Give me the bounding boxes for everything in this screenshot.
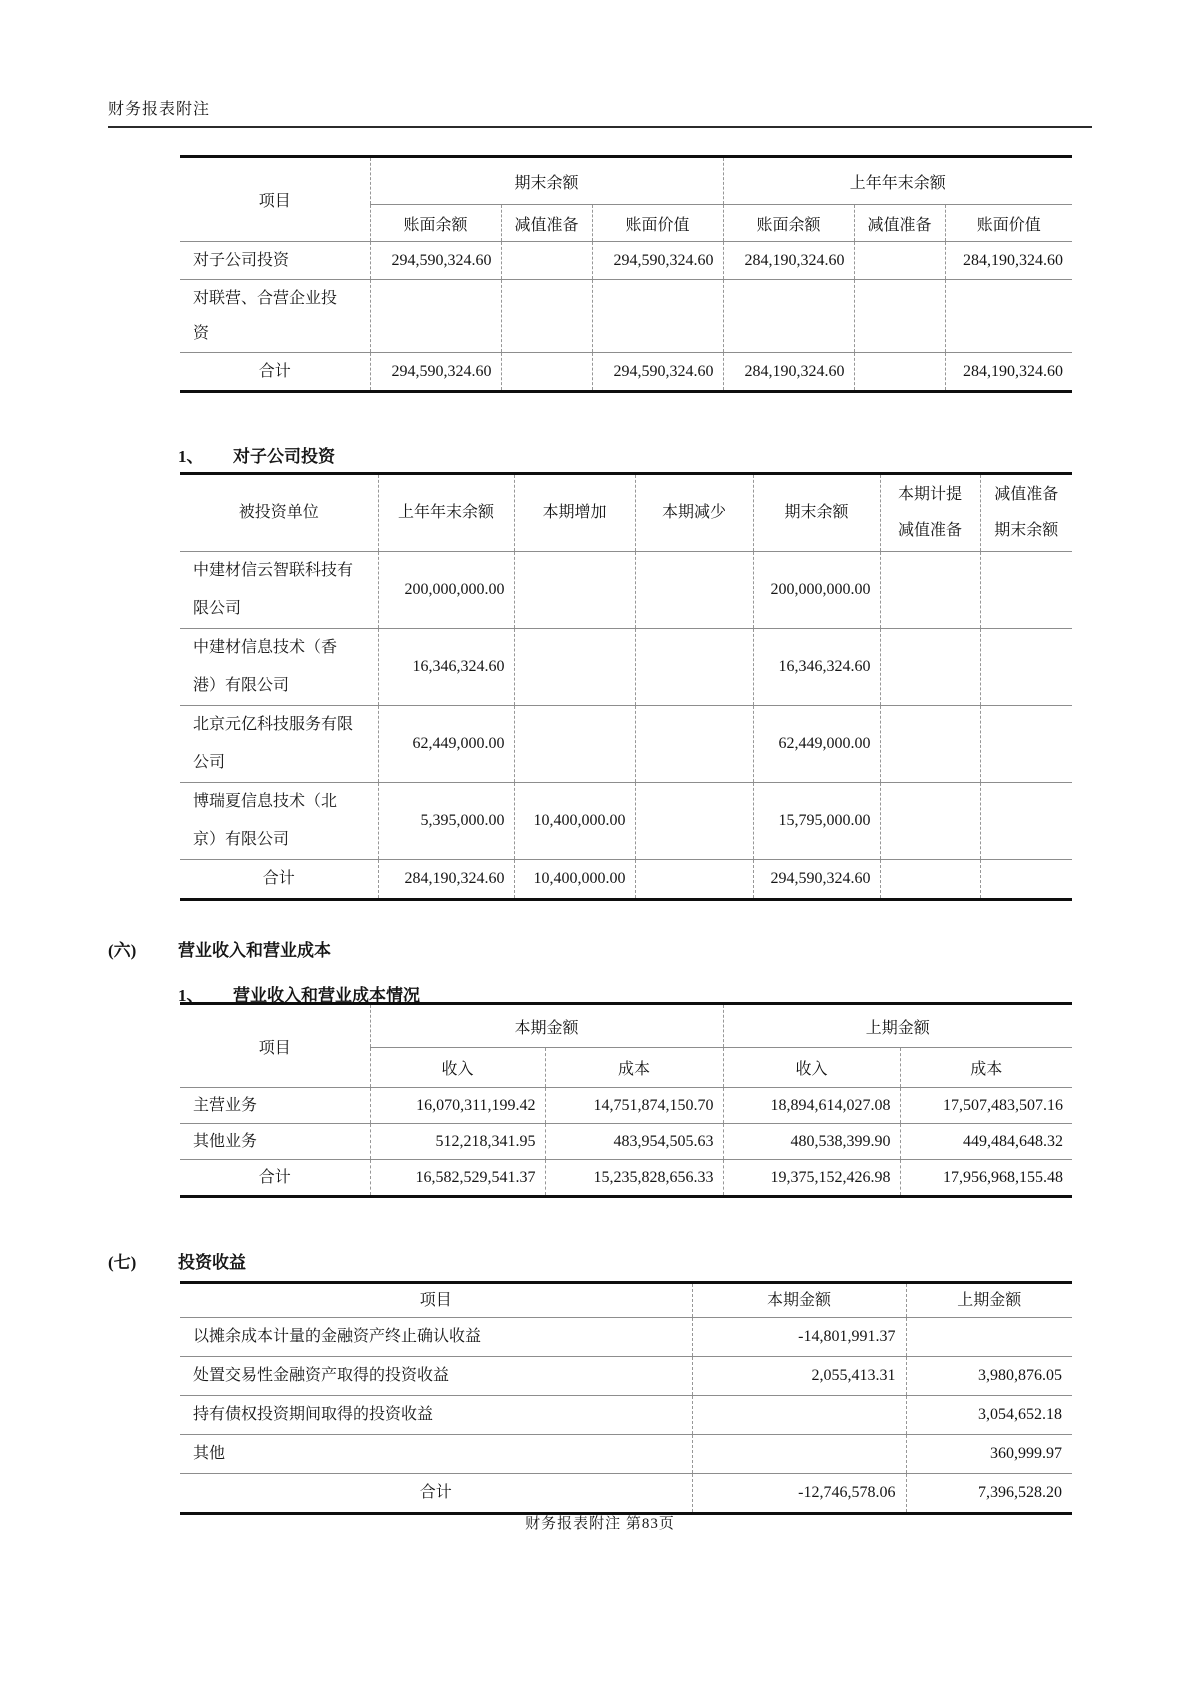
section-title: 投资收益 <box>178 1253 246 1272</box>
cell-value <box>980 706 1072 783</box>
total-row <box>180 860 1072 900</box>
cell-value <box>880 706 980 783</box>
cell-value: -14,801,991.37 <box>692 1318 906 1357</box>
cell-value: 10,400,000.00 <box>514 783 635 860</box>
table-row <box>180 552 1072 629</box>
cell-value: 2,055,413.31 <box>692 1357 906 1396</box>
section-title: 营业收入和营业成本情况 <box>233 986 420 1005</box>
cell-value <box>692 1435 906 1474</box>
col-header-book-balance: 账面余额 <box>723 205 854 242</box>
cell-value <box>370 280 501 353</box>
cell-value <box>906 1318 1072 1357</box>
total-label: 合计 <box>180 1160 370 1197</box>
cell-value: 284,190,324.60 <box>945 353 1072 392</box>
cell-value <box>945 280 1072 353</box>
cell-value: 3,054,652.18 <box>906 1396 1072 1435</box>
total-label: 合计 <box>180 353 370 392</box>
investment-income-table <box>180 1281 1072 1515</box>
cell-value: 200,000,000.00 <box>378 552 514 629</box>
table-row <box>180 629 1072 706</box>
cell-value <box>501 280 592 353</box>
section-title: 对子公司投资 <box>233 447 335 466</box>
col-header-item: 项目 <box>180 1283 692 1318</box>
total-row <box>180 353 1072 392</box>
col-header-income: 收入 <box>370 1048 545 1088</box>
table-row <box>180 242 1072 280</box>
revenue-cost-table <box>180 1002 1072 1198</box>
cell-value: 5,395,000.00 <box>378 783 514 860</box>
col-group-prior-period: 上期金额 <box>723 1004 1072 1048</box>
cell-value <box>501 242 592 280</box>
cell-value: 7,396,528.20 <box>906 1474 1072 1514</box>
section-number: (七) <box>108 1253 137 1272</box>
page-header-title: 财务报表附注 <box>108 101 211 118</box>
long-term-investment-summary-table <box>180 155 1072 393</box>
section-number: (六) <box>108 941 137 960</box>
col-header-cost: 成本 <box>545 1048 723 1088</box>
header-row <box>180 1004 1072 1048</box>
col-header-item: 项目 <box>180 157 370 242</box>
cell-value: 449,484,648.32 <box>900 1124 1072 1160</box>
cell-value <box>980 783 1072 860</box>
col-header-prior-period: 上期金额 <box>906 1283 1072 1318</box>
section-heading-subsidiary <box>178 442 335 467</box>
cell-value: 14,751,874,150.70 <box>545 1088 723 1124</box>
section-number: 1、 <box>178 986 204 1005</box>
section-heading-investment-income <box>108 1248 246 1273</box>
cell-value <box>880 629 980 706</box>
row-label: 主营业务 <box>180 1088 370 1124</box>
col-header-cost: 成本 <box>900 1048 1072 1088</box>
cell-value: 16,070,311,199.42 <box>370 1088 545 1124</box>
row-label: 对联营、合营企业投资 <box>180 280 370 353</box>
row-label: 持有债权投资期间取得的投资收益 <box>180 1396 692 1435</box>
total-label: 合计 <box>180 1474 692 1514</box>
cell-value: 62,449,000.00 <box>753 706 880 783</box>
cell-value <box>635 629 753 706</box>
table-row <box>180 1357 1072 1396</box>
col-header-investee: 被投资单位 <box>180 474 378 552</box>
col-header-current-period: 本期金额 <box>692 1283 906 1318</box>
col-header-prior-balance: 上年年末余额 <box>378 474 514 552</box>
investee-name: 博瑞夏信息技术（北京）有限公司 <box>180 783 378 860</box>
col-header-impairment: 减值准备 <box>501 205 592 242</box>
page-footer <box>108 1512 1092 1533</box>
cell-value: 200,000,000.00 <box>753 552 880 629</box>
cell-value: 16,346,324.60 <box>378 629 514 706</box>
total-label: 合计 <box>180 860 378 900</box>
row-label: 以摊余成本计量的金融资产终止确认收益 <box>180 1318 692 1357</box>
cell-value: 15,795,000.00 <box>753 783 880 860</box>
col-group-prior-year-balance: 上年年末余额 <box>723 157 1072 205</box>
cell-value: 294,590,324.60 <box>370 242 501 280</box>
cell-value <box>635 706 753 783</box>
cell-value <box>723 280 854 353</box>
cell-value <box>501 353 592 392</box>
cell-value: 16,346,324.60 <box>753 629 880 706</box>
cell-value: 294,590,324.60 <box>753 860 880 900</box>
cell-value <box>854 242 945 280</box>
row-label: 对子公司投资 <box>180 242 370 280</box>
cell-value: 480,538,399.90 <box>723 1124 900 1160</box>
row-label: 其他业务 <box>180 1124 370 1160</box>
cell-value <box>854 353 945 392</box>
page-footer-text: 财务报表附注 第83页 <box>525 1516 675 1532</box>
cell-value: 284,190,324.60 <box>723 242 854 280</box>
table-row <box>180 1124 1072 1160</box>
cell-value <box>514 629 635 706</box>
section-title: 营业收入和营业成本 <box>178 941 331 960</box>
col-header-provision-current: 本期计提 减值准备 <box>880 474 980 552</box>
table-row <box>180 783 1072 860</box>
cell-value <box>692 1396 906 1435</box>
cell-value <box>514 552 635 629</box>
cell-value: 16,582,529,541.37 <box>370 1160 545 1197</box>
table-row <box>180 1396 1072 1435</box>
total-row <box>180 1160 1072 1197</box>
cell-value: 284,190,324.60 <box>945 242 1072 280</box>
header-row <box>180 157 1072 205</box>
cell-value: 3,980,876.05 <box>906 1357 1072 1396</box>
cell-value: 512,218,341.95 <box>370 1124 545 1160</box>
cell-value <box>980 860 1072 900</box>
col-header-book-value: 账面价值 <box>945 205 1072 242</box>
col-group-ending-balance: 期末余额 <box>370 157 723 205</box>
cell-value: 10,400,000.00 <box>514 860 635 900</box>
cell-value <box>635 860 753 900</box>
col-group-current-period: 本期金额 <box>370 1004 723 1048</box>
cell-value: 284,190,324.60 <box>378 860 514 900</box>
cell-value <box>635 783 753 860</box>
cell-value: 17,507,483,507.16 <box>900 1088 1072 1124</box>
investee-name: 中建材信云智联科技有限公司 <box>180 552 378 629</box>
cell-value <box>880 860 980 900</box>
table-row <box>180 1088 1072 1124</box>
col-header-provision-ending: 减值准备 期末余额 <box>980 474 1072 552</box>
table-row <box>180 280 1072 353</box>
cell-value: 483,954,505.63 <box>545 1124 723 1160</box>
cell-value: 19,375,152,426.98 <box>723 1160 900 1197</box>
cell-value: 17,956,968,155.48 <box>900 1160 1072 1197</box>
col-header-book-balance: 账面余额 <box>370 205 501 242</box>
table-row <box>180 1435 1072 1474</box>
page-header <box>108 96 1092 128</box>
cell-value: 62,449,000.00 <box>378 706 514 783</box>
cell-value: 294,590,324.60 <box>592 242 723 280</box>
cell-value <box>980 629 1072 706</box>
row-label: 处置交易性金融资产取得的投资收益 <box>180 1357 692 1396</box>
cell-value: 18,894,614,027.08 <box>723 1088 900 1124</box>
header-row <box>180 474 1072 552</box>
col-header-increase: 本期增加 <box>514 474 635 552</box>
table-row <box>180 706 1072 783</box>
col-header-impairment: 减值准备 <box>854 205 945 242</box>
cell-value: 15,235,828,656.33 <box>545 1160 723 1197</box>
subsidiary-investment-table <box>180 472 1072 901</box>
cell-value <box>514 706 635 783</box>
cell-value: 284,190,324.60 <box>723 353 854 392</box>
col-header-book-value: 账面价值 <box>592 205 723 242</box>
col-header-decrease: 本期减少 <box>635 474 753 552</box>
col-header-income: 收入 <box>723 1048 900 1088</box>
total-row <box>180 1474 1072 1514</box>
section-heading-revenue <box>108 936 331 961</box>
cell-value: 294,590,324.60 <box>592 353 723 392</box>
header-row <box>180 1283 1072 1318</box>
investee-name: 中建材信息技术（香港）有限公司 <box>180 629 378 706</box>
table-row <box>180 1318 1072 1357</box>
cell-value <box>980 552 1072 629</box>
investee-name: 北京元亿科技服务有限公司 <box>180 706 378 783</box>
col-header-ending-balance: 期末余额 <box>753 474 880 552</box>
section-number: 1、 <box>178 447 204 466</box>
cell-value: 360,999.97 <box>906 1435 1072 1474</box>
cell-value: -12,746,578.06 <box>692 1474 906 1514</box>
row-label: 其他 <box>180 1435 692 1474</box>
cell-value <box>880 552 980 629</box>
cell-value: 294,590,324.60 <box>370 353 501 392</box>
cell-value <box>635 552 753 629</box>
cell-value <box>880 783 980 860</box>
cell-value <box>592 280 723 353</box>
col-header-item: 项目 <box>180 1004 370 1088</box>
cell-value <box>854 280 945 353</box>
